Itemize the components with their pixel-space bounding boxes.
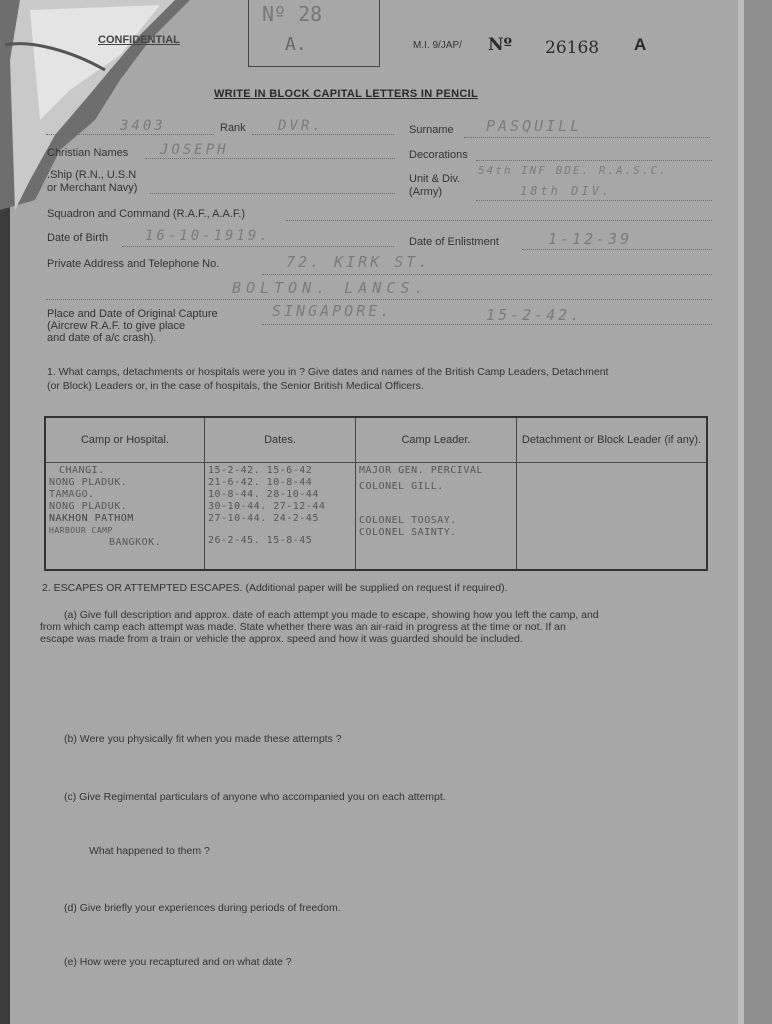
leader-entry bbox=[359, 505, 513, 515]
stamp-number: Nº 28 bbox=[262, 2, 323, 26]
dob-line bbox=[122, 246, 394, 247]
unit-line bbox=[476, 200, 712, 201]
camp-entry: TAMAGO. bbox=[49, 489, 95, 500]
decorations-label: Decorations bbox=[409, 149, 468, 161]
capture-label-3: and date of a/c crash). bbox=[47, 332, 157, 344]
camps-table bbox=[44, 416, 708, 571]
series-letter: A bbox=[634, 35, 647, 54]
unit-value-2: 18th DIV. bbox=[520, 184, 613, 198]
address-line-1 bbox=[262, 274, 712, 275]
dates-cell bbox=[205, 463, 356, 571]
leader-entry bbox=[359, 493, 513, 505]
leader-entry: COLONEL SAINTY. bbox=[359, 527, 457, 538]
decorations-line bbox=[476, 160, 712, 161]
rank-line bbox=[252, 134, 394, 135]
form-reference: M.I. 9/JAP/ bbox=[413, 40, 462, 51]
question-2b: (b) Were you physically fit when you made these attempts ? bbox=[64, 733, 342, 745]
camp-entry: NAKHON PATHOM bbox=[49, 513, 134, 524]
date-entry: 15-2-42. 15-6-42 bbox=[208, 465, 313, 476]
question-2-title: 2. ESCAPES OR ATTEMPTED ESCAPES. (Additional paper will be supplied on request if required). bbox=[42, 582, 508, 594]
address-line-2 bbox=[46, 299, 712, 300]
camps-table-header bbox=[45, 417, 707, 463]
camps-table-body bbox=[45, 463, 707, 571]
question-2c-followup: What happened to them ? bbox=[89, 845, 210, 857]
leader-entry: MAJOR GEN. PERCIVAL bbox=[359, 465, 483, 476]
squadron-line bbox=[286, 220, 712, 221]
christian-names-value: JOSEPH bbox=[160, 142, 229, 158]
surname-label: Surname bbox=[409, 124, 454, 136]
rank-label: Rank bbox=[220, 122, 246, 134]
camp-entry: BANGKOK. bbox=[109, 537, 162, 548]
squadron-label: Squadron and Command (R.A.F., A.A.F.) bbox=[47, 208, 246, 220]
date-entry: 26-2-45. 15-8-45 bbox=[208, 535, 313, 546]
date-entry: 27-10-44. 24-2-45 bbox=[208, 513, 319, 524]
rank-value: DVR. bbox=[278, 118, 324, 134]
ship-label-2: or Merchant Navy) bbox=[47, 182, 138, 194]
column-camp-leader: Camp Leader. bbox=[356, 417, 517, 463]
date-entry: 30-10-44. 27-12-44 bbox=[208, 501, 326, 512]
unit-value-1: 54th INF BDE. R.A.S.C. bbox=[478, 164, 668, 177]
underlying-page bbox=[744, 0, 772, 1024]
surname-line bbox=[464, 137, 710, 138]
capture-label-1: Place and Date of Original Capture bbox=[47, 308, 218, 320]
column-camp: Camp or Hospital. bbox=[45, 417, 205, 463]
enlistment-value: 1-12-39 bbox=[548, 230, 633, 248]
leader-entry: COLONEL GILL. bbox=[359, 481, 444, 492]
number-line bbox=[46, 134, 214, 135]
service-number-value: 3403 bbox=[120, 118, 166, 134]
detachment-cell bbox=[517, 463, 708, 571]
enlistment-line bbox=[522, 249, 712, 250]
column-dates: Dates. bbox=[205, 417, 356, 463]
ship-line bbox=[150, 193, 395, 194]
enlistment-label: Date of Enlistment bbox=[409, 236, 499, 248]
question-2d: (d) Give briefly your experiences during periods of freedom. bbox=[64, 902, 341, 914]
address-label: Private Address and Telephone No. bbox=[47, 258, 220, 270]
camp-entry: NONG PLADUK. bbox=[49, 477, 128, 488]
capture-date: 15-2-42. bbox=[486, 306, 583, 324]
camp-entry: NONG PLADUK. bbox=[49, 501, 128, 512]
number-label: Nº bbox=[488, 35, 513, 55]
question-2a-line-3: escape was made from a train or vehicle the approx. speed and how it was guarded should be included. bbox=[40, 633, 523, 645]
leader-entry: COLONEL TOOSAY. bbox=[359, 515, 457, 526]
question-1-line-2: (or Block) Leaders or, in the case of hospitals, the Senior British Medical Officers. bbox=[47, 380, 424, 392]
capture-label-2: (Aircrew R.A.F. to give place bbox=[47, 320, 186, 332]
dob-value: 16-10-1919. bbox=[145, 228, 271, 244]
ship-label-1: Ship (R.N., U.S.N. bbox=[47, 169, 137, 181]
form-number: 26168 bbox=[545, 38, 600, 58]
dob-label: Date of Birth bbox=[47, 232, 109, 244]
capture-line bbox=[262, 324, 712, 325]
address-value-1: 72. KIRK ST. bbox=[286, 253, 431, 271]
address-value-2: BOLTON. LANCS. bbox=[232, 279, 429, 297]
unit-label-2: (Army) bbox=[409, 186, 442, 198]
unit-label-1: Unit & Div. bbox=[409, 173, 461, 185]
leaders-cell bbox=[356, 463, 517, 571]
question-1-line-1: 1. What camps, detachments or hospitals were you in ? Give dates and names of the British Camp Leaders, Detachment bbox=[47, 366, 609, 378]
instruction-heading: WRITE IN BLOCK CAPITAL LETTERS IN PENCIL bbox=[214, 88, 478, 100]
question-2c: (c) Give Regimental particulars of anyone who accompanied you on each attempt. bbox=[64, 791, 446, 803]
christian-names-label: Christian Names bbox=[47, 147, 129, 159]
stamp-letter: A. bbox=[285, 34, 307, 55]
camp-entry: HARBOUR CAMP bbox=[49, 526, 113, 535]
capture-place: SINGAPORE. bbox=[272, 302, 393, 320]
date-entry: 10-8-44. 28-10-44 bbox=[208, 489, 319, 500]
column-detachment-leader: Detachment or Block Leader (if any). bbox=[517, 417, 708, 463]
surname-value: PASQUILL bbox=[486, 117, 583, 135]
classification: CONFIDENTIAL bbox=[98, 34, 180, 46]
christian-names-line bbox=[145, 158, 395, 159]
question-2e: (e) How were you recaptured and on what date ? bbox=[64, 956, 292, 968]
camp-entry: CHANGI. bbox=[59, 465, 105, 476]
question-2a-line-1: (a) Give full description and approx. date of each attempt you made to escape, showing how you left the camp, and bbox=[64, 609, 599, 621]
question-2a-line-2: from which camp each attempt was made. State whether there was an air-raid in progress at the time or not. If an bbox=[40, 621, 566, 633]
camp-cell bbox=[45, 463, 205, 571]
date-entry: 21-6-42. 10-8-44 bbox=[208, 477, 313, 488]
